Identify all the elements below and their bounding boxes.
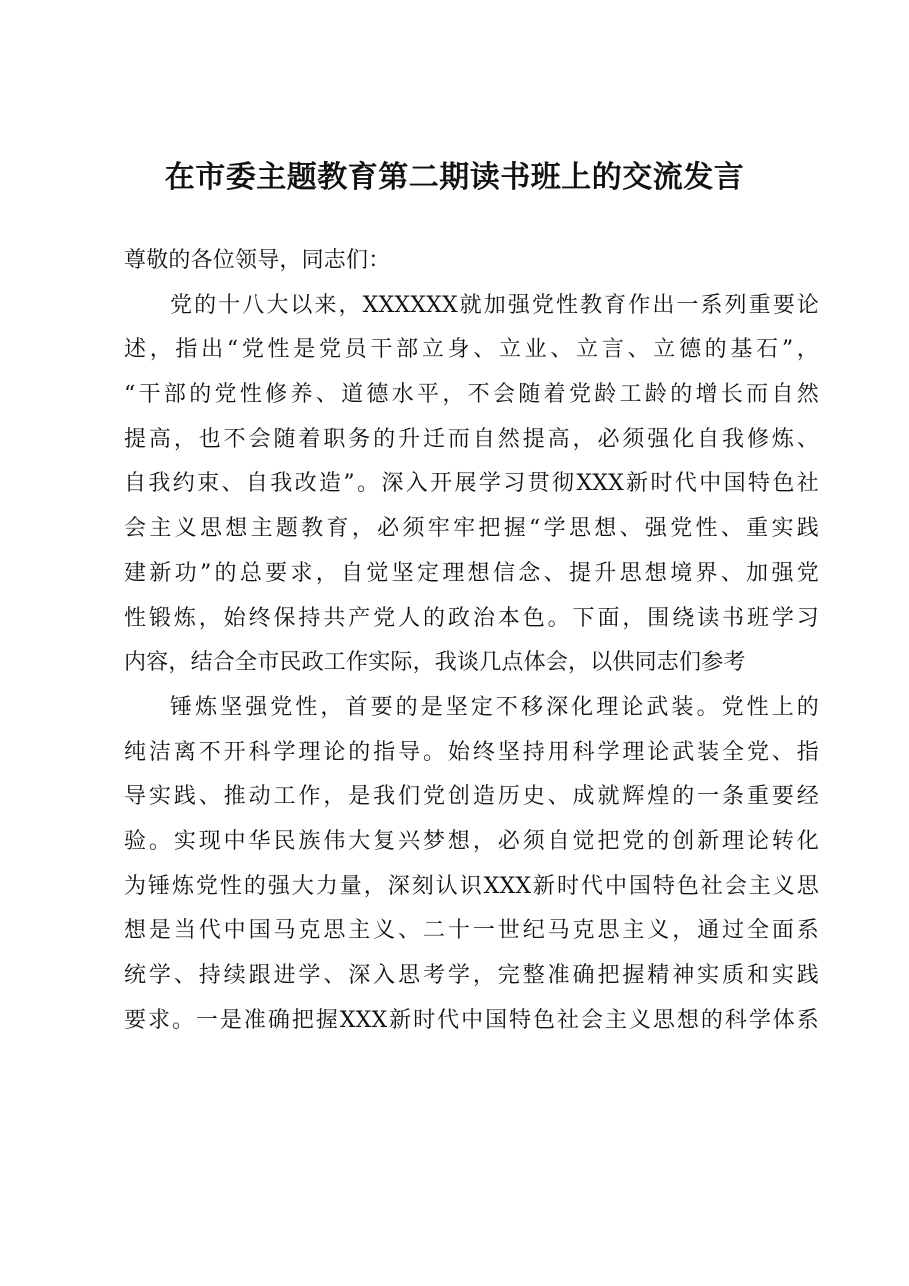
paragraph-line: 要求。一是准确把握XXX新时代中国特色社会主义思想的科学体系 [124,1007,819,1033]
paragraph-line: 统学、持续跟进学、深入思考学，完整准确把握精神实质和实践 [124,963,819,988]
paragraph-2 [124,686,819,1044]
salutation: 尊敬的各位领导，同志们： [124,248,391,273]
paragraph-line: 验。实现中华民族伟大复兴梦想，必须自觉把党的创新理论转化 [124,828,819,854]
paragraph-line: 自我约束、自我改造”。深入开展学习贯彻XXX新时代中国特色社 [124,471,819,497]
paragraph-line: 内容，结合全市民政工作实际，我谈几点体会，以供同志们参考 [124,650,746,676]
paragraph-1 [124,284,819,686]
paragraph-line: 述，指出“党性是党员干部立身、立业、立言、立德的基石”， [124,337,819,363]
paragraph-line: “干部的党性修养、道德水平，不会随着党龄工龄的增长而自然 [124,382,819,408]
paragraph-line: 纯洁离不开科学理论的指导。始终坚持用科学理论武装全党、指 [124,739,819,765]
paragraph-line: 提高，也不会随着职务的升迁而自然提高，必须强化自我修炼、 [124,426,819,452]
paragraph-line: 导实践、推动工作，是我们党创造历史、成就辉煌的一条重要经 [124,784,819,810]
paragraph-line: 想是当代中国马克思主义、二十一世纪马克思主义，通过全面系 [124,918,819,944]
paragraph-line: 锤炼坚强党性，首要的是坚定不移深化理论武装。党性上的 [170,694,819,720]
paragraph-line: 党的十八大以来，XXXXXX就加强党性教育作出一系列重要论 [170,292,819,318]
paragraph-line: 会主义思想主题教育，必须牢牢把握“学思想、强党性、重实践 [124,516,819,542]
document-title: 在市委主题教育第二期读书班上的交流发言 [164,160,745,195]
paragraph-line: 性锻炼，始终保持共产党人的政治本色。下面，围绕读书班学习 [124,605,819,631]
paragraph-line: 为锤炼党性的强大力量，深刻认识XXX新时代中国特色社会主义思 [124,873,819,899]
paragraph-line: 建新功”的总要求，自觉坚定理想信念、提升思想境界、加强党 [124,560,819,586]
document-body [124,239,819,1043]
